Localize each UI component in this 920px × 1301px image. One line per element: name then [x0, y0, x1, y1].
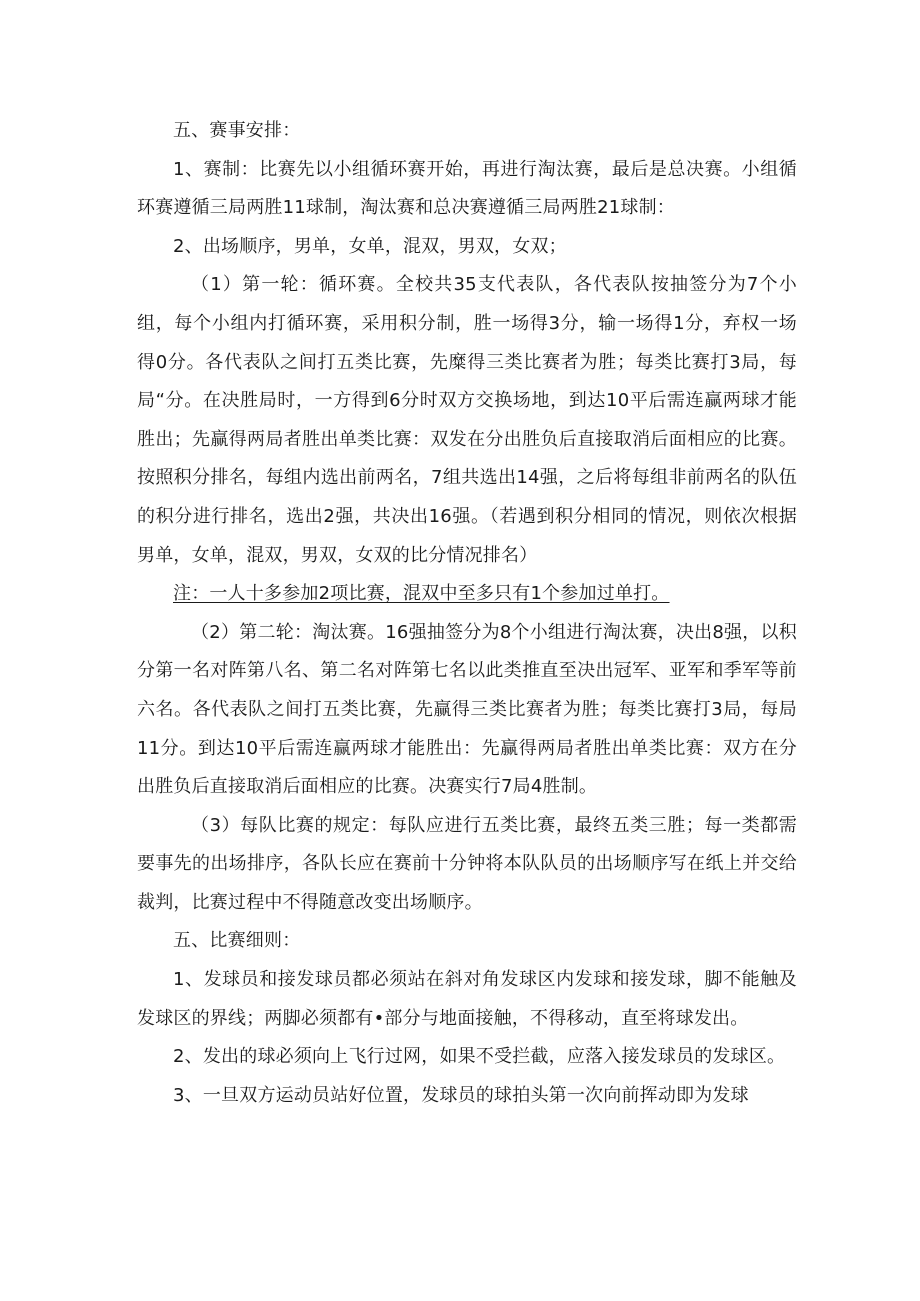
paragraph-team-rules: （3）每队比赛的规定：每队应进行五类比赛，最终五类三胜；每一类都需要事先的出场排序，各队长应在赛前十分钟将本队队员的出场顺序写在纸上并交给裁判，比赛过程中不得随意改变出场顺序。: [137, 814, 797, 913]
document-body: [137, 112, 797, 1115]
paragraph-round-one: （1）第一轮：循环赛。全校共35支代表队，各代表队按抽签分为7个小组，每个小组内打循环赛，采用积分制，胜一场得3分，输一场得1分，弃权一场得0分。各代表队之间打五类比赛，先糜得三类比赛者为胜；每类比赛打3局，每局“分。在决胜局时，一方得到6分时双方交换场地，到达10平后需连赢两球才能胜出；先赢得两局者胜出单类比赛：双发在分出胜负后直接取消后面相应的比赛。按照积分排名，每组内选出前两名，7组共选出14强，之后将每组非前两名的队伍的积分进行排名，选出2强，共决出16强。（若遇到积分相同的情况，则依次根据男单，女单，混双，男双，女双的比分情况排名）: [137, 274, 797, 566]
paragraph-play-order: 2、出场顺序，男单，女单，混双，男双，女双；: [173, 235, 567, 257]
note-paragraph: 注：一人十多参加2项比赛，混双中至多只有1个参加过单打。: [173, 583, 670, 605]
paragraph-match-format: 1、赛制：比赛先以小组循环赛开始，再进行淘汰赛，最后是总决赛。小组循环赛遵循三局两胜11球制，淘汰赛和总决赛遵循三局两胜21球制：: [137, 158, 797, 219]
section-heading-schedule: 五、赛事安排：: [173, 120, 301, 141]
paragraph-rule-serve-position: 1、发球员和接发球员都必须站在斜对角发球区内发球和接发球，脚不能触及发球区的界线；两脚必须都有•部分与地面接触，不得移动，直至将球发出。: [137, 969, 797, 1029]
section-heading-rules: 五、比赛细则：: [173, 930, 301, 952]
paragraph-rule-serve-start: 3、一旦双方运动员站好位置，发球员的球拍头第一次向前挥动即为发球: [173, 1084, 749, 1106]
paragraph-round-two: （2）第二轮：淘汰赛。16强抽签分为8个小组进行淘汰赛，决出8强，以积分第一名对阵第八名、第二名对阵第七名以此类推直至决出冠军、亚军和季军等前六名。各代表队之间打五类比赛，先赢得三类比赛者为胜；每类比赛打3局，每局11分。到达10平后需连赢两球才能胜出：先赢得两局者胜出单类比赛：双方在分出胜负后直接取消后面相应的比赛。决赛实行7局4胜制。: [137, 621, 797, 798]
paragraph-rule-serve-flight: 2、发出的球必须向上飞行过网，如果不受拦截，应落入接发球员的发球区。: [173, 1046, 786, 1068]
